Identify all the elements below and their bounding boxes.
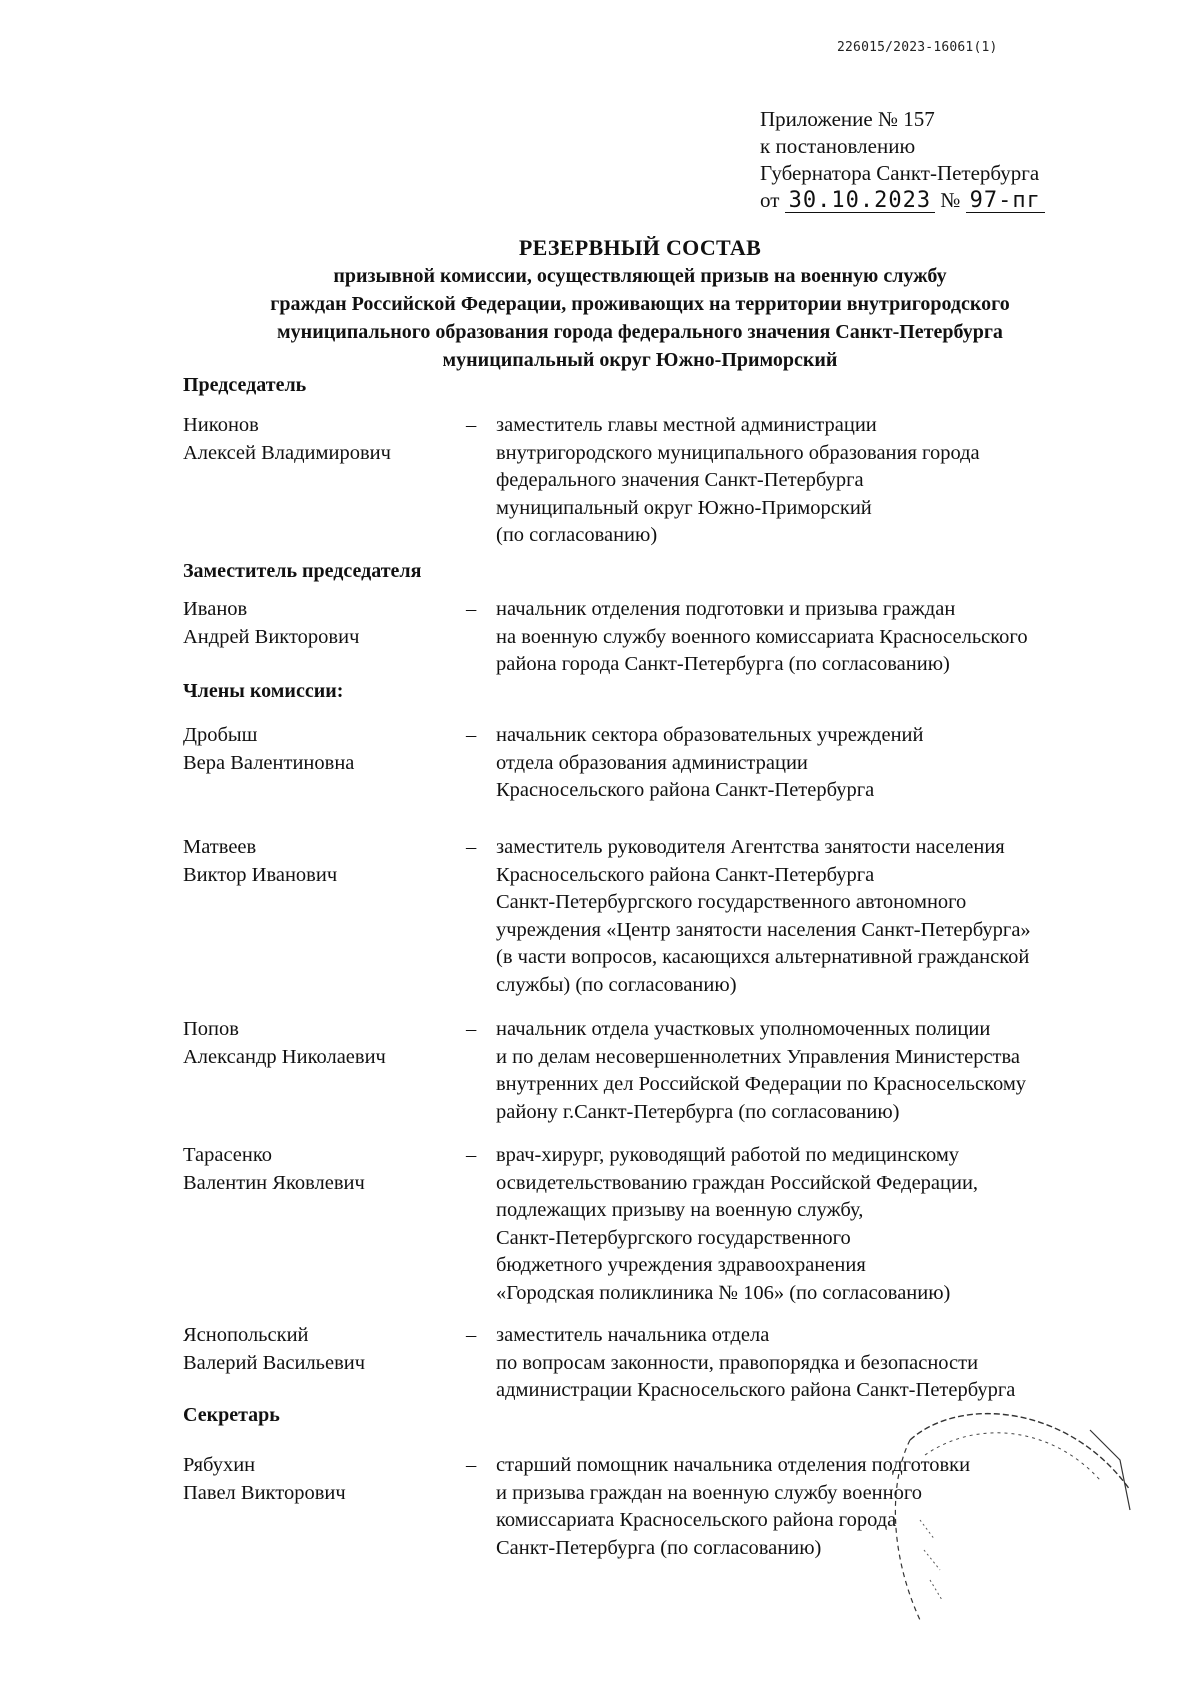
member-given-names: Александр Николаевич: [183, 1045, 386, 1068]
title-main: РЕЗЕРВНЫЙ СОСТАВ: [518, 235, 762, 260]
role-line: Санкт-Петербургского государственного автономного: [496, 891, 967, 913]
section-secretary: Секретарь: [183, 1404, 280, 1426]
role-line: начальник сектора образовательных учреждений: [496, 724, 924, 746]
member-given-names: Андрей Викторович: [183, 625, 360, 648]
section-deputy: Заместитель председателя: [183, 560, 422, 582]
member-role: [496, 834, 1156, 999]
member-surname: Рябухин: [183, 1454, 256, 1476]
role-line: (по согласованию): [496, 524, 658, 546]
appendix-date-line: [760, 187, 1045, 214]
role-line: (в части вопросов, касающихся альтернативной гражданской: [496, 946, 1030, 968]
member-surname: Дробыш: [183, 724, 258, 746]
member-name: [183, 834, 453, 889]
role-line: освидетельствованию граждан Российской Федерации,: [496, 1171, 979, 1194]
member-role: [496, 1142, 1156, 1307]
appendix-header: [760, 106, 1045, 214]
role-line: старший помощник начальника отделения подготовки: [496, 1454, 971, 1476]
role-line: внутригородского муниципального образования города: [496, 441, 980, 464]
role-line: учреждения «Центр занятости населения Санкт-Петербурга»: [496, 918, 1031, 941]
member-role: [496, 1016, 1156, 1126]
number-prefix: №: [940, 188, 961, 212]
member-given-names: Алексей Владимирович: [183, 441, 391, 464]
role-line: заместитель главы местной администрации: [496, 414, 877, 436]
dash: –: [466, 1454, 477, 1476]
role-line: начальник отдела участковых уполномоченных полиции: [496, 1018, 991, 1040]
section-members: Члены комиссии:: [183, 680, 344, 702]
appendix-number: Приложение № 157: [760, 107, 935, 131]
date-prefix: от: [760, 188, 780, 212]
role-line: и по делам несовершеннолетних Управления Министерства: [496, 1045, 1021, 1068]
member-given-names: Вера Валентиновна: [183, 751, 355, 774]
role-line: Санкт-Петербурга (по согласованию): [496, 1536, 822, 1559]
dash: –: [466, 1324, 477, 1346]
member-name: [183, 1322, 453, 1377]
role-line: службы) (по согласованию): [496, 973, 737, 996]
role-line: «Городская поликлиника № 106» (по согласованию): [496, 1281, 951, 1304]
member-given-names: Валерий Васильевич: [183, 1351, 366, 1374]
role-line: Санкт-Петербургского государственного: [496, 1226, 851, 1249]
member-surname: Иванов: [183, 598, 248, 620]
member-given-names: Виктор Иванович: [183, 863, 338, 886]
section-chairman: Председатель: [183, 374, 307, 396]
role-line: на военную службу военного комиссариата Красносельского: [496, 625, 1028, 648]
member-surname: Никонов: [183, 414, 259, 436]
member-name: [183, 412, 453, 467]
title-line-1: призывной комиссии, осуществляющей призыв на военную службу: [333, 265, 947, 287]
dash: –: [466, 1018, 477, 1040]
member-name: [183, 1452, 453, 1507]
role-line: по вопросам законности, правопорядка и безопасности: [496, 1351, 979, 1374]
member-role: [496, 596, 1156, 679]
role-line: врач-хирург, руководящий работой по медицинскому: [496, 1144, 960, 1166]
dash: –: [466, 724, 477, 746]
role-line: Красносельского района Санкт-Петербурга: [496, 779, 875, 801]
member-surname: Яснопольский: [183, 1324, 309, 1346]
role-line: заместитель начальника отдела: [496, 1324, 770, 1346]
member-role: [496, 722, 1156, 805]
member-given-names: Валентин Яковлевич: [183, 1171, 365, 1194]
title-line-2: граждан Российской Федерации, проживающих на территории внутригородского: [270, 293, 1010, 315]
dash: –: [466, 1144, 477, 1166]
role-line: района города Санкт-Петербурга (по согласованию): [496, 653, 950, 675]
role-line: отдела образования администрации: [496, 751, 808, 774]
role-line: Красносельского района Санкт-Петербурга: [496, 863, 875, 886]
role-line: комиссариата Красносельского района города: [496, 1509, 897, 1531]
role-line: администрации Красносельского района Санкт-Петербурга: [496, 1379, 1016, 1401]
member-surname: Матвеев: [183, 836, 257, 858]
appendix-issuer: Губернатора Санкт-Петербурга: [760, 161, 1040, 185]
member-surname: Попов: [183, 1018, 239, 1040]
member-role: [496, 412, 1156, 550]
role-line: заместитель руководителя Агентства занятости населения: [496, 836, 1005, 858]
resolution-number: 97-пг: [966, 190, 1045, 213]
member-role: [496, 1322, 1156, 1405]
role-line: бюджетного учреждения здравоохранения: [496, 1254, 866, 1276]
resolution-date: 30.10.2023: [785, 190, 935, 213]
role-line: федерального значения Санкт-Петербурга: [496, 469, 864, 491]
stamp-seal-mark: [880, 1400, 1140, 1640]
role-line: району г.Санкт-Петербурга (по согласованию): [496, 1100, 900, 1123]
role-line: подлежащих призыву на военную службу,: [496, 1199, 864, 1221]
role-line: муниципальный округ Южно-Приморский: [496, 496, 872, 519]
title-line-4: муниципальный округ Южно-Приморский: [442, 349, 838, 371]
title-line-3: муниципального образования города федерального значения Санкт-Петербурга: [277, 321, 1003, 343]
dash: –: [466, 836, 477, 858]
member-name: [183, 722, 453, 777]
role-line: внутренних дел Российской Федерации по Красносельскому: [496, 1073, 1027, 1095]
member-name: [183, 1016, 453, 1071]
document-title: [160, 234, 1120, 374]
dash: –: [466, 598, 477, 620]
role-line: и призыва граждан на военную службу военного: [496, 1481, 923, 1504]
appendix-resolution-ref: к постановлению: [760, 134, 916, 158]
member-surname: Тарасенко: [183, 1144, 273, 1166]
document-registration-number: 226015/2023-16061(1): [837, 40, 998, 55]
role-line: начальник отделения подготовки и призыва граждан: [496, 598, 956, 620]
member-name: [183, 596, 453, 651]
member-name: [183, 1142, 453, 1197]
dash: –: [466, 414, 477, 436]
member-given-names: Павел Викторович: [183, 1481, 346, 1504]
